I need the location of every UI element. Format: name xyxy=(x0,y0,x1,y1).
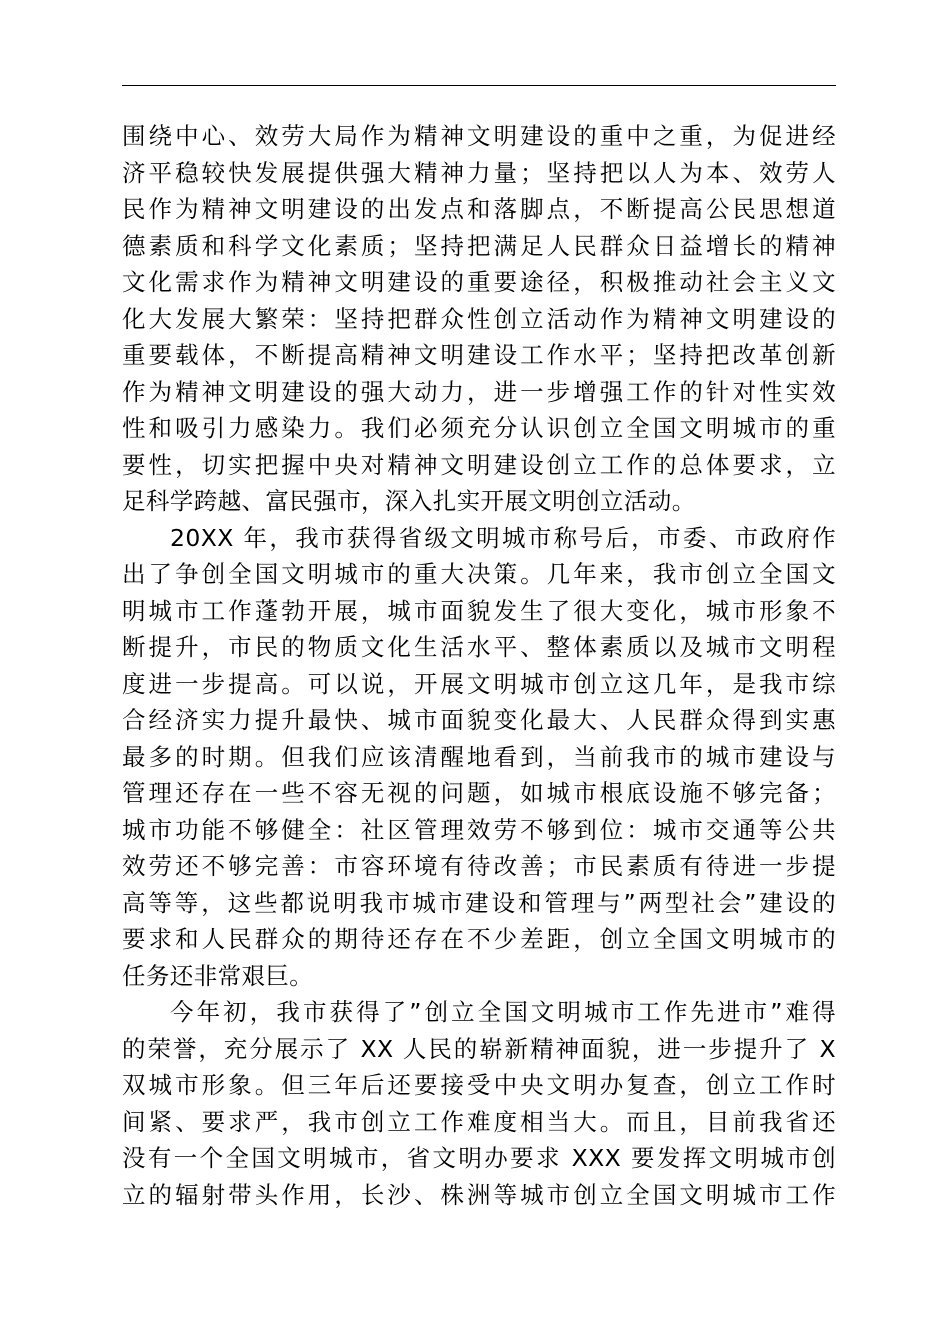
text-line: 出了争创全国文明城市的重大决策。几年来，我市创立全国文 xyxy=(122,560,836,588)
text-line: 民作为精神文明建设的出发点和落脚点，不断提高公民思想道 xyxy=(122,195,836,223)
text-line: 高等等，这些都说明我市城市建设和管理与”两型社会”建设的 xyxy=(122,888,836,917)
text-line: 最多的时期。但我们应该清醒地看到，当前我市的城市建设与 xyxy=(122,742,836,771)
text-line: 济平稳较快发展提供强大精神力量；坚持把以人为本、效劳人 xyxy=(122,158,836,187)
text-line: 20XX 年，我市获得省级文明城市称号后，市委、市政府作 xyxy=(170,523,836,552)
text-line: 任务还非常艰巨。 xyxy=(122,961,314,990)
text-line: 化大发展大繁荣：坚持把群众性创立活动作为精神文明建设的 xyxy=(122,304,836,333)
text-line: 今年初，我市获得了”创立全国文明城市工作先进市”难得 xyxy=(170,998,836,1026)
text-line: 管理还存在一些不容无视的问题，如城市根底设施不够完备； xyxy=(122,779,836,807)
body-text xyxy=(122,118,836,1213)
text-line: 作为精神文明建设的强大动力，进一步增强工作的针对性实效 xyxy=(122,377,836,406)
text-line: 度进一步提高。可以说，开展文明城市创立这几年，是我市综 xyxy=(122,669,836,698)
text-line: 立的辐射带头作用，长沙、株洲等城市创立全国文明城市工作 xyxy=(122,1180,836,1209)
text-line: 围绕中心、效劳大局作为精神文明建设的重中之重，为促进经 xyxy=(122,122,836,150)
text-line: 文化需求作为精神文明建设的重要途径，积极推动社会主义文 xyxy=(122,268,836,296)
header-rule xyxy=(122,85,836,86)
text-line: 断提升，市民的物质文化生活水平、整体素质以及城市文明程 xyxy=(122,633,836,661)
text-line: 足科学跨越、富民强市，深入扎实开展文明创立活动。 xyxy=(122,487,696,515)
text-line: 没有一个全国文明城市，省文明办要求 XXX 要发挥文明城市创 xyxy=(122,1144,836,1172)
text-line: 明城市工作蓬勃开展，城市面貌发生了很大变化，城市形象不 xyxy=(122,596,836,625)
text-line: 重要载体，不断提高精神文明建设工作水平；坚持把改革创新 xyxy=(122,341,836,369)
text-line: 德素质和科学文化素质；坚持把满足人民群众日益增长的精神 xyxy=(122,231,836,260)
text-line: 合经济实力提升最快、城市面貌变化最大、人民群众得到实惠 xyxy=(122,706,836,734)
text-line: 性和吸引力感染力。我们必须充分认识创立全国文明城市的重 xyxy=(122,414,836,442)
text-line: 间紧、要求严，我市创立工作难度相当大。而且，目前我省还 xyxy=(122,1107,836,1136)
text-line: 的荣誉，充分展示了 XX 人民的崭新精神面貌，进一步提升了 X xyxy=(122,1034,836,1063)
text-line: 要求和人民群众的期待还存在不少差距，创立全国文明城市的 xyxy=(122,925,836,953)
text-line: 城市功能不够健全：社区管理效劳不够到位：城市交通等公共 xyxy=(122,815,836,844)
text-line: 效劳还不够完善：市容环境有待改善；市民素质有待进一步提 xyxy=(122,852,836,880)
text-line: 要性，切实把握中央对精神文明建设创立工作的总体要求，立 xyxy=(122,450,836,479)
text-line: 双城市形象。但三年后还要接受中央文明办复查，创立工作时 xyxy=(122,1071,836,1099)
